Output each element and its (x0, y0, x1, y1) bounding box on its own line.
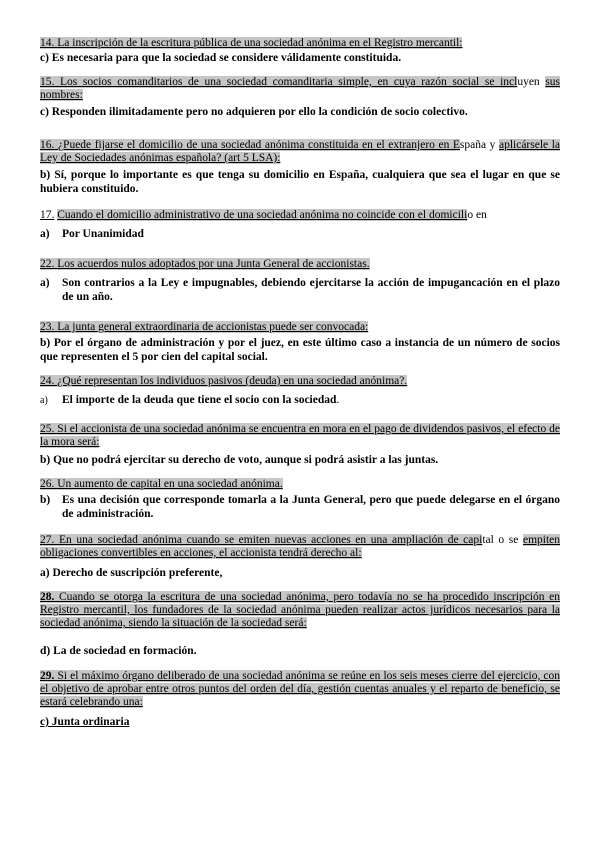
answer: b) Que no podrá ejercitar su derecho de voto, aunque si podrá asistir a las juntas. (40, 454, 439, 466)
answer-text: Es una decisión que corresponde tomarla a la Junta General, pero que puede delegarse en el órgano de administración. (62, 494, 560, 520)
question-text (40, 139, 560, 165)
question-number: 27. (40, 534, 55, 546)
question-stem: Los socios comanditarios de una sociedad comanditaria simple, en cuya razón social se incl (60, 76, 518, 88)
question-text (40, 375, 560, 388)
question-stem: Si el accionista de una sociedad anónima se encuentra en mora en el pago de dividendos pasivos, el efecto de la mora será: (40, 423, 560, 448)
question-highlight (40, 321, 368, 333)
question-highlight (40, 478, 283, 490)
question-stem-cont: sus nombres: (40, 76, 561, 101)
question-17 (40, 209, 560, 241)
question-number: 17. (40, 209, 55, 221)
question-highlight (40, 375, 407, 387)
answer: c) Responden ilimitadamente pero no adquieren por ello la condición de socio colectivo. (40, 106, 468, 118)
question-number: 29. (40, 670, 55, 682)
answer-text: Por Unanimidad (62, 228, 144, 240)
question-number: 24. (40, 375, 55, 387)
question-stem: Cuando el domicilio administrativo de una sociedad anónima no coincide con el domicili (57, 209, 468, 221)
question-number: 23. (40, 321, 55, 333)
answer-marker: b) (40, 494, 51, 506)
question-text (40, 478, 560, 491)
answer (40, 493, 560, 521)
question-highlight (40, 591, 560, 629)
question-16 (40, 139, 560, 196)
question-highlight (40, 534, 482, 546)
answer (40, 227, 560, 241)
question-stem: ¿Puede fijarse el domicilio de una sociedad anónima constituida en el extranjero en E (57, 139, 460, 151)
question-29 (40, 670, 560, 729)
question-26 (40, 478, 560, 521)
question-number: 15. (40, 76, 55, 88)
question-15 (40, 76, 560, 119)
question-highlight (40, 258, 370, 270)
question-stem: Cuando se otorga la escritura de una sociedad anónima, pero todavía no se ha procedido inscripción en Registro mercantil, los fundadores de la sociedad anónima pueden realizar actos jurídicos necesarios para la sociedad anónima, siendo la situación de la sociedad será: (40, 591, 560, 629)
question-stem: Un aumento de capital en una sociedad anónima. (57, 478, 283, 490)
question-highlight (40, 76, 517, 88)
question-stem: La junta general extraordinaria de accionistas puede ser convocada: (57, 321, 369, 333)
question-number: 26. (40, 478, 55, 490)
question-22 (40, 258, 560, 304)
answer-text: El importe de la deuda que tiene el socio con la sociedad (62, 394, 337, 406)
question-stem-cont: aplicársele la Ley de Sociedades anónimas española? (art 5 LSA): (40, 139, 561, 164)
answer-text: Son contrarios a la Ley e impugnables, debiendo ejercitarse la acción de impugancación en el plazo de un año. (62, 277, 560, 303)
answer (40, 276, 560, 304)
question-highlight (40, 670, 560, 708)
question-stem-plain: o en (467, 209, 487, 221)
question-text (40, 670, 560, 709)
question-stem-plain: uyen (517, 76, 540, 88)
answer-marker: a) (40, 277, 50, 289)
question-number: 25. (40, 423, 55, 435)
question-text (40, 37, 560, 50)
answer: b) Sí, porque lo importante es que tenga su domicilio en España, cualquiera que sea el lugar en que se hubiera constituido. (40, 169, 560, 195)
answer-tail: . (336, 394, 340, 406)
question-stem: ¿Qué representan los individuos pasivos (deuda) en una sociedad anónima?. (57, 375, 408, 387)
question-text (40, 76, 560, 102)
answer: c) Es necesaria para que la sociedad se considere válidamente constituida. (40, 52, 402, 64)
question-stem: Los acuerdos nulos adoptados por una Junta General de accionistas. (57, 258, 370, 270)
question-stem-plain: tal o se (482, 534, 519, 546)
question-stem: La inscripción de la escritura pública de una sociedad anónima en el Registro mercantil: (57, 37, 463, 49)
answer (40, 393, 560, 408)
question-highlight (40, 37, 462, 49)
question-number: 14. (40, 37, 55, 49)
question-24 (40, 375, 560, 408)
question-25 (40, 423, 560, 467)
question-stem: En una sociedad anónima cuando se emiten nuevas acciones en una ampliación de capi (59, 534, 483, 546)
answer: c) Junta ordinaria (40, 716, 130, 728)
question-stem-plain: spaña y (459, 139, 496, 151)
question-text (40, 209, 560, 222)
question-27 (40, 534, 560, 580)
question-23 (40, 321, 560, 364)
question-highlight (40, 423, 560, 448)
question-text (40, 321, 560, 334)
answer: a) Derecho de suscripción preferente, (40, 567, 223, 579)
question-text (40, 591, 560, 630)
answer-marker: a) (40, 395, 48, 406)
question-28 (40, 591, 560, 658)
question-14 (40, 37, 560, 65)
question-text (40, 423, 560, 449)
question-text (40, 534, 560, 560)
question-number: 28. (40, 591, 55, 603)
question-number: 22. (40, 258, 55, 270)
answer: d) La de sociedad en formación. (40, 645, 197, 657)
answer-marker: a) (40, 228, 50, 240)
question-number: 16. (40, 139, 55, 151)
question-text (40, 258, 560, 271)
question-stem: Si el máximo órgano deliberado de una sociedad anónima se reúne en los seis meses cierre del ejercicio, con el objetivo de aprobar entre otros puntos del orden del día, gestión cuentas anuales y el reparto de beneficio, se estará celebrando una: (40, 670, 560, 708)
question-highlight (40, 139, 460, 151)
answer: b) Por el órgano de administración y por el juez, en este último caso a instancia de un número de socios que representen el 5 por cien del capital social. (40, 337, 560, 363)
question-stem-cont: empiten obligaciones convertibles en acciones, el accionista tendrá derecho al: (40, 534, 561, 559)
